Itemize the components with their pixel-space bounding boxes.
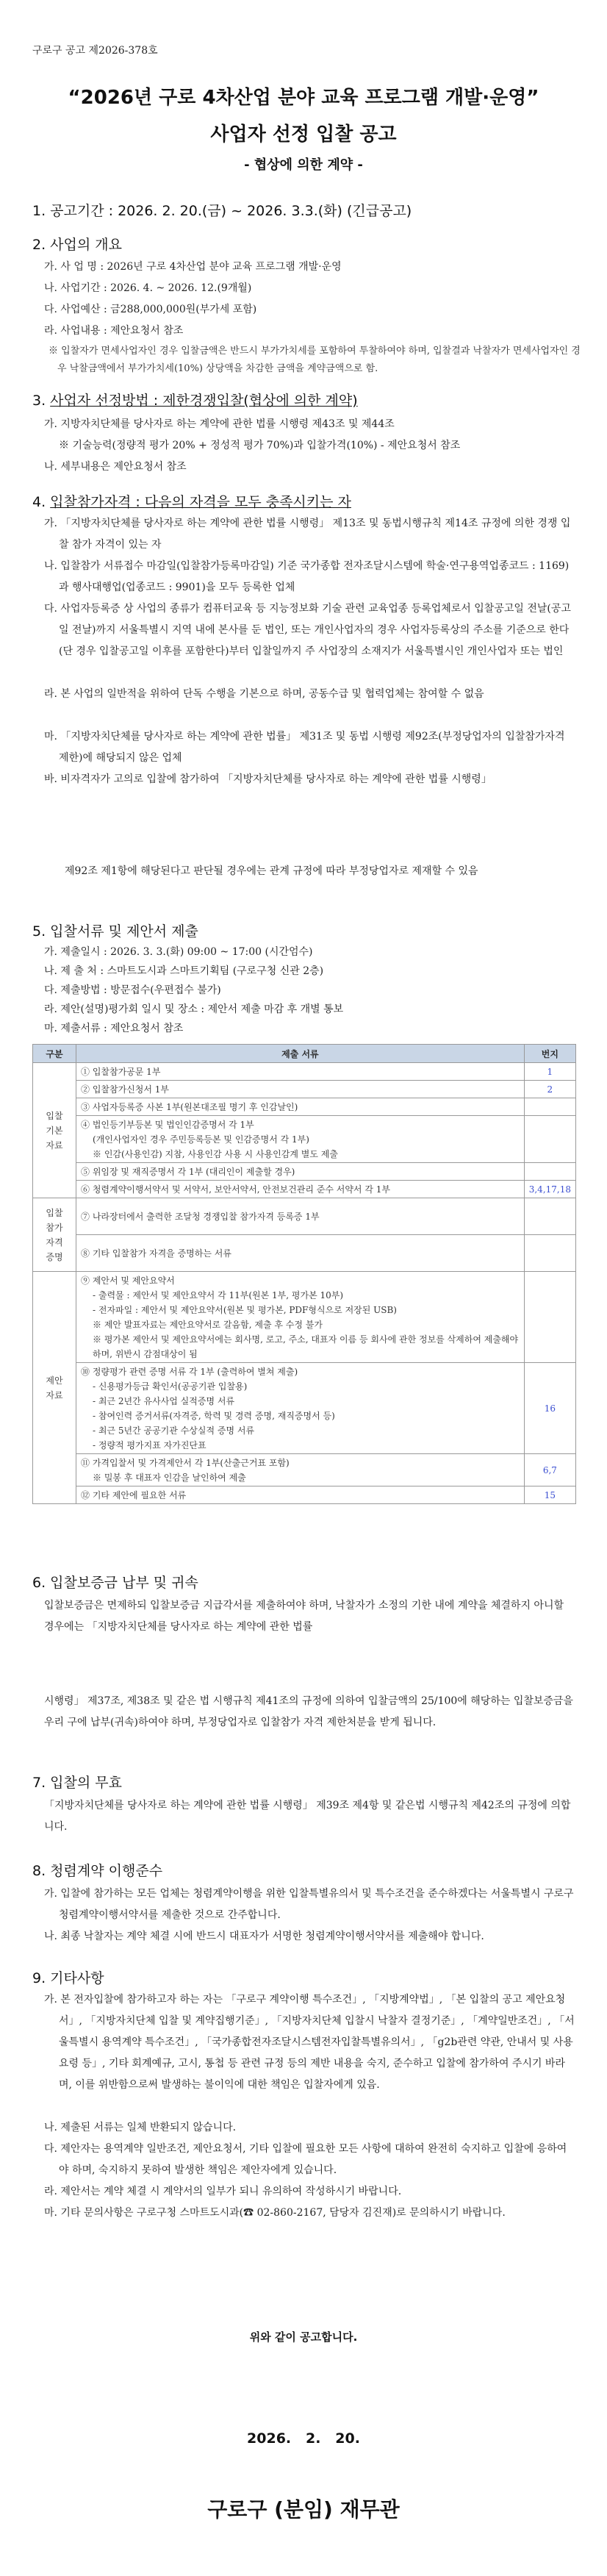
s2-line-a: 가. 사 업 명 : 2026년 구로 4차산업 분야 교육 프로그램 개발·운영 xyxy=(44,261,342,273)
table-header-category: 구분 xyxy=(33,1045,76,1063)
title-line2: 사업자 선정 입찰 공고 xyxy=(210,124,397,146)
s4-item-ba: 바. 비자격자가 고의로 입찰에 참가하여 「지방자치단체를 당사자로 하는 계약에 관한 법률 시행령」 xyxy=(44,773,492,785)
table-header-number: 번지 xyxy=(524,1045,575,1063)
table-header-documents: 제출 서류 xyxy=(76,1045,525,1063)
s8-item-ga: 가. 입찰에 참가하는 모든 업체는 청렴계약이행을 위한 입찰특별유의서 및 특수조건을 준수하겠다는 서울특별시 구로구 청렴계약이행서약서를 제출한 것으로 간주합니다. xyxy=(44,1888,574,1921)
s5-line-d: 라. 제안(설명)평가회 일시 및 장소 : 제안서 제출 마감 후 개별 통보 xyxy=(44,1003,344,1015)
table-row xyxy=(33,1486,576,1504)
s5-line-e: 마. 제출서류 : 제안요청서 참조 xyxy=(44,1023,184,1034)
doc-sub: ※ 제안 발표자료는 제안요약서로 갈음함, 제출 후 수정 불가 xyxy=(93,1319,323,1330)
submission-table xyxy=(32,1044,576,1504)
table-cell-doc: ② 입찰참가신청서 1부 xyxy=(76,1081,525,1098)
table-cell-doc: ⑥ 청렴계약이행서약서 및 서약서, 보안서약서, 안전보건관리 준수 서약서 각 1부 xyxy=(76,1181,525,1198)
s9-item-ga: 가. 본 전자입찰에 참가하고자 하는 자는 「구로구 계약이행 특수조건」, 「지방계약법」, 「본 입찰의 공고 제안요청서」, 「지방자치단체 입찰 및 계약집행기준」, 「지방자치단체 입찰시 낙찰자 결정기준」, 「계약일반조건」, 「서울특별시 용역계약 특수조건」, 「국가종합전자조달시스템전자입찰특별유의서」, 「g2b관련 약관, 안내서 및 사용요령 등」, 기타 회계예규, 고시, 통첩 등 관련 규정 등의 제반 내용을 숙지, 준수하고 입찰에 참가하여 주시기 바라며, 이를 위반함으로써 발생하는 불이익에 대한 책임은 입찰자에게 있음. xyxy=(44,1994,575,2091)
s2-line-d: 라. 사업내용 : 제안요청서 참조 xyxy=(44,325,184,337)
table-cell-no: 2 xyxy=(524,1081,575,1098)
table-row xyxy=(33,1181,576,1198)
doc-sub: ※ 인감(사용인감) 지참, 사용인감 사용 시 사용인감계 별도 제출 xyxy=(93,1148,338,1159)
issuer: 구로구 (분임) 재무관 xyxy=(207,2497,400,2522)
section-2-title: 사업의 개요 xyxy=(50,237,122,253)
s5-line-a: 가. 제출일시 : 2026. 3. 3.(화) 09:00 ~ 17:00 (시간엄수) xyxy=(44,946,313,958)
s4-item-da: 다. 사업자등록증 상 사업의 종류가 컴퓨터교육 등 지능정보화 기술 관련 교육업종 등록업체로서 입찰공고일 전날(공고일 전날)까지 서울특별시 지역 내에 본사를 둔 법인, 또는 개인사업자의 경우 사업자등록상의 주소를 기준으로 한다(단 경우 입찰공고일 이후를 포함한다)부터 입찰일까지 주 사업장의 소재지가 서울특별시인 개인사업자 또는 법인 xyxy=(44,603,571,657)
title-line1: “2026년 구로 4차산업 분야 교육 프로그램 개발·운영” xyxy=(68,87,539,109)
table-row xyxy=(33,1454,576,1486)
doc-sub: - 최근 5년간 공공기관 수상실적 증명 서류 xyxy=(93,1425,255,1436)
section-5-heading xyxy=(32,920,198,940)
table-cell-no xyxy=(524,1098,575,1116)
s5-line-b: 나. 제 출 처 : 스마트도시과 스마트기획팀 (구로구청 신관 2층) xyxy=(44,965,324,977)
table-cell-no: 3,4,17,18 xyxy=(524,1181,575,1198)
table-cell-doc: ③ 사업자등록증 사본 1부(원본대조필 명기 후 인감날인) xyxy=(76,1098,525,1116)
table-cell-doc: ⑦ 나라장터에서 출력한 조달청 경쟁입찰 참가자격 등록증 1부 xyxy=(76,1198,525,1235)
doc-sub: (개인사업자인 경우 주민등록등본 및 인감증명서 각 1부) xyxy=(93,1134,309,1145)
section-8-title: 청렴계약 이행준수 xyxy=(50,1863,163,1879)
s6-para-1: 입찰보증금은 면제하되 입찰보증금 지급각서를 제출하여야 하며, 낙찰자가 소정의 기한 내에 계약을 체결하지 아니할 경우에는 「지방자치단체를 당사자로 하는 계약에 관한 법률 xyxy=(44,1600,564,1633)
s2-line-c: 다. 사업예산 : 금288,000,000원(부가세 포함) xyxy=(44,304,257,315)
table-cell-no xyxy=(524,1116,575,1163)
s4-item-ra: 라. 본 사업의 일반적을 위하여 단독 수행을 기본으로 하며, 공동수급 및 협력업체는 참여할 수 없음 xyxy=(44,688,484,700)
s5-line-c: 다. 제출방법 : 방문접수(우편접수 불가) xyxy=(44,984,221,996)
s4-item-na: 나. 입찰참가 서류접수 마감일(입찰참가등록마감일) 기준 국가종합 전자조달시스템에 학술·연구용역업종코드 : 1169)과 행사대행업(업종코드 : 9901)을 모두 등록한 업체 xyxy=(44,560,570,593)
section-2-num: 2. xyxy=(32,237,51,253)
s9-item-ra: 라. 제안서는 계약 체결 시 계약서의 일부가 되니 유의하여 작성하시기 바랍니다. xyxy=(44,2186,402,2197)
table-cell-no xyxy=(524,1198,575,1235)
section-7-num: 7. xyxy=(32,1775,51,1791)
section-6-num: 6. xyxy=(32,1575,51,1591)
section-7-heading xyxy=(32,1772,122,1792)
section-9-num: 9. xyxy=(32,1970,51,1986)
s3-line-a: 가. 지방자치단체를 당사자로 하는 계약에 관한 법률 시행령 제43조 및 제44조 xyxy=(44,418,395,430)
group-bid-basic: 입찰 기본 자료 xyxy=(33,1063,76,1198)
section-9-heading xyxy=(32,1967,104,1987)
table-row xyxy=(33,1081,576,1098)
section-6-title: 입찰보증금 납부 및 귀속 xyxy=(50,1575,198,1591)
doc-main: ⑩ 정량평가 관련 증명 서류 각 1부 (출력하여 별쳐 제출) xyxy=(81,1366,298,1377)
s4-item-ga: 가. 「지방자치단체를 당사자로 하는 계약에 관한 법률 시행령」 제13조 및 동법시행규칙 제14조 규정에 의한 경쟁 입찰 참가 자격이 있는 자 xyxy=(44,518,571,551)
section-1-num: 1. xyxy=(32,203,51,219)
section-2-heading xyxy=(32,234,122,254)
s2-note: ※ 입찰자가 면세사업자인 경우 입찰금액은 반드시 부가가치세를 포함하여 투찰하여야 하며, 입찰결과 낙찰자가 면세사업자인 경우 낙찰금액에서 부가가치세(10%) 상당액을 차감한 금액을 계약금액으로 함. xyxy=(49,346,581,374)
table-cell-doc: ⑤ 위임장 및 재직증명서 각 1부 (대리인이 제출할 경우) xyxy=(76,1163,525,1181)
table-row xyxy=(33,1363,576,1454)
section-5-num: 5. xyxy=(32,923,51,940)
section-9-title: 기타사항 xyxy=(50,1970,104,1986)
s6-para-2: 시행령」 제37조, 제38조 및 같은 법 시행규칙 제41조의 규정에 의하여 입찰금액의 25/100에 해당하는 입찰보증금을 우리 구에 납부(귀속)하여야 하며, 부정당업자로 입찰참가 자격 제한처분을 받게 됩니다. xyxy=(44,1695,573,1728)
table-header-row xyxy=(33,1045,576,1063)
table-row xyxy=(33,1116,576,1163)
group-proposal: 제안 자료 xyxy=(33,1272,76,1504)
section-7-title: 입찰의 무효 xyxy=(50,1775,122,1791)
table-row xyxy=(33,1235,576,1272)
table-cell-no: 16 xyxy=(524,1363,575,1454)
doc-sub: - 출력물 : 제안서 및 제안요약서 각 11부(원본 1부, 평가본 10부) xyxy=(93,1289,344,1300)
section-3-num: 3. xyxy=(32,393,51,409)
table-cell-no: 6,7 xyxy=(524,1454,575,1486)
section-1-heading xyxy=(32,200,412,220)
table-row xyxy=(33,1163,576,1181)
table-cell-doc: ⑫ 기타 제안에 필요한 서류 xyxy=(76,1486,525,1504)
s3-line-b: 나. 세부내용은 제안요청서 참조 xyxy=(44,461,187,473)
section-3-heading xyxy=(32,390,358,409)
table-cell-doc xyxy=(76,1363,525,1454)
doc-main: ④ 법인등기부등본 및 법인인감증명서 각 1부 xyxy=(81,1119,254,1130)
section-3-title: 사업자 선정방법 : 제한경쟁입찰(협상에 의한 계약) xyxy=(50,393,358,409)
s2-line-b: 나. 사업기간 : 2026. 4. ~ 2026. 12.(9개월) xyxy=(44,282,252,294)
doc-sub: - 최근 2년간 유사사업 실적증명 서류 xyxy=(93,1395,235,1406)
doc-sub: - 정량적 평가지표 자가진단표 xyxy=(93,1439,206,1450)
table-cell-doc xyxy=(76,1454,525,1486)
s8-item-na: 나. 최종 낙찰자는 계약 체결 시에 반드시 대표자가 서명한 청렴계약이행서약서를 제출해야 합니다. xyxy=(44,1931,484,1942)
table-cell-no xyxy=(524,1235,575,1272)
table-cell-no xyxy=(524,1272,575,1363)
doc-main: ⑨ 제안서 및 제안요약서 xyxy=(81,1275,175,1286)
table-cell-no xyxy=(524,1163,575,1181)
s3-line-note: ※ 기술능력(정량적 평가 20% + 정성적 평가 70%)과 입찰가격(10%) - 제안요청서 참조 xyxy=(59,440,461,451)
table-cell-no: 15 xyxy=(524,1486,575,1504)
table-row xyxy=(33,1098,576,1116)
section-6-heading xyxy=(32,1572,198,1592)
section-5-title: 입찰서류 및 제안서 제출 xyxy=(50,923,198,940)
section-4-heading xyxy=(32,491,351,511)
s4-item-ma: 마. 「지방자치단체를 당사자로 하는 계약에 관한 법률」 제31조 및 동법 시행령 제92조(부정당업자의 입찰참가자격 제한)에 해당되지 않은 업체 xyxy=(44,731,565,764)
section-8-num: 8. xyxy=(32,1863,51,1879)
table-cell-doc xyxy=(76,1272,525,1363)
section-1-title: 공고기간 : 2026. 2. 20.(금) ~ 2026. 3.3.(화) (긴급공고) xyxy=(50,203,412,219)
s9-item-da: 다. 제안자는 용역계약 일반조건, 제안요청서, 기타 입찰에 필요한 모든 사항에 대하여 완전히 숙지하고 입찰에 응하여야 하며, 숙지하지 못하여 발생한 책임은 제안자에게 있습니다. xyxy=(44,2143,567,2176)
section-4-title: 입찰참가자격 : 다음의 자격을 모두 충족시키는 자 xyxy=(50,494,351,510)
section-4-num: 4. xyxy=(32,494,51,510)
table-row xyxy=(33,1272,576,1363)
doc-sub: - 신용평가등급 확인서(공공기관 입찰용) xyxy=(93,1381,248,1392)
table-cell-doc: ① 입찰참가공문 1부 xyxy=(76,1063,525,1081)
section-8-heading xyxy=(32,1860,162,1880)
s4-item-ba-cont: 제92조 제1항에 해당된다고 판단될 경우에는 관계 규정에 따라 부정당업자로 제재할 수 있음 xyxy=(65,865,478,877)
s9-item-ma: 마. 기타 문의사항은 구로구청 스마트도시과(☎ 02-860-2167, 담당자 김진재)로 문의하시기 바랍니다. xyxy=(44,2207,506,2219)
doc-number: 구로구 공고 제2026-378호 xyxy=(32,45,158,57)
doc-sub: - 전자파일 : 제안서 및 제안요약서(원본 및 평가본, PDF형식으로 저장된 USB) xyxy=(93,1304,397,1315)
table-cell-doc: ⑧ 기타 입찰참가 자격을 증명하는 서류 xyxy=(76,1235,525,1272)
doc-sub: ※ 밀봉 후 대표자 인감을 날인하여 제출 xyxy=(93,1472,246,1483)
doc-sub: - 참여인력 증거서류(자격증, 학력 및 경력 증명, 재직증명서 등) xyxy=(93,1410,335,1421)
table-row xyxy=(33,1198,576,1235)
s9-item-na: 나. 제출된 서류는 일체 반환되지 않습니다. xyxy=(44,2122,237,2133)
table-cell-no: 1 xyxy=(524,1063,575,1081)
closing-text: 위와 같이 공고합니다. xyxy=(249,2330,358,2344)
group-qualification: 입찰 참가 자격 증명 xyxy=(33,1198,76,1272)
notice-date: 2026. 2. 20. xyxy=(247,2430,360,2447)
title-line3: - 협상에 의한 계약 - xyxy=(244,157,363,173)
table-row xyxy=(33,1063,576,1081)
s7-para: 「지방자치단체를 당사자로 하는 계약에 관한 법률 시행령」 제39조 제4항 및 같은법 시행규칙 제42조의 규정에 의합니다. xyxy=(44,1800,571,1833)
doc-sub: ※ 평가본 제안서 및 제안요약서에는 회사명, 로고, 주소, 대표자 이름 등 회사에 관한 정보를 삭제하여 제출해야 하며, 위반시 감점대상이 됨 xyxy=(93,1334,519,1359)
table-cell-doc xyxy=(76,1116,525,1163)
doc-main: ⑪ 가격입찰서 및 가격제안서 각 1부(산출근거표 포함) xyxy=(81,1457,290,1468)
